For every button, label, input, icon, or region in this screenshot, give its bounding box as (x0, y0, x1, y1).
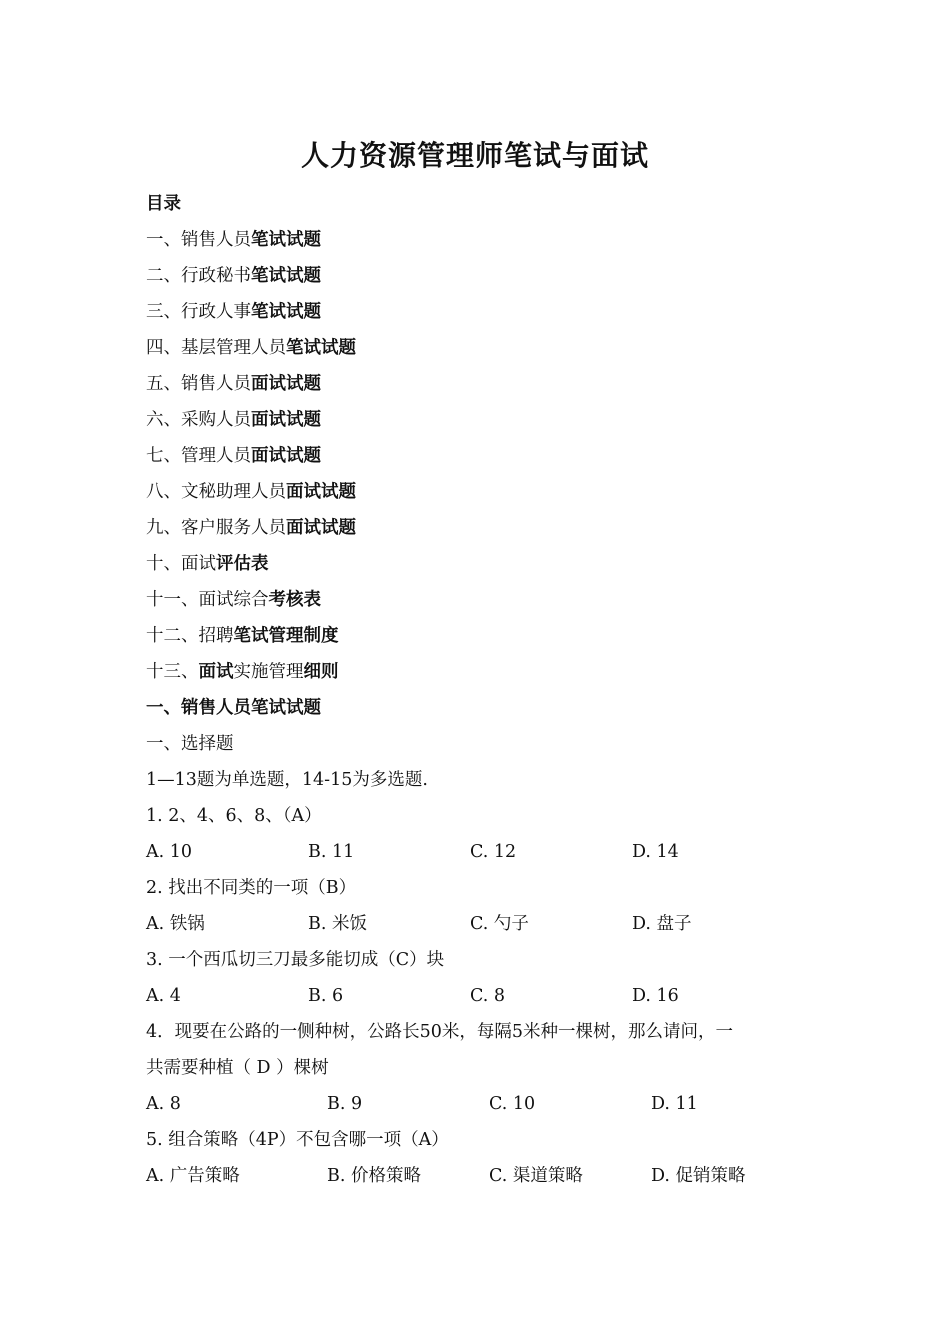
question-text: 1. 2、4、6、8、（A） (146, 806, 322, 826)
toc-item (146, 372, 321, 396)
toc-item (146, 336, 356, 360)
option: D. 14 (632, 842, 679, 862)
option: A. 铁锅 (146, 914, 205, 934)
option: D. 促销策略 (651, 1166, 746, 1186)
document-title: 人力资源管理师笔试与面试 (300, 139, 649, 172)
option: A. 4 (146, 986, 181, 1006)
option: A. 8 (146, 1094, 181, 1114)
option: C. 渠道策略 (489, 1166, 583, 1186)
option: D. 11 (651, 1094, 698, 1114)
toc-item (146, 552, 269, 576)
toc-item-prefix: 七、管理人员 (146, 446, 251, 466)
toc-item-bold: 细则 (303, 662, 339, 682)
toc-item-prefix: 六、采购人员 (146, 410, 251, 430)
toc-item (146, 660, 339, 684)
toc-item-prefix: 八、文秘助理人员 (146, 482, 286, 502)
subsection-heading: 一、选择题 (146, 734, 234, 754)
toc-item (146, 444, 321, 468)
toc-item-bold: 面试试题 (251, 446, 321, 466)
option: C. 12 (470, 842, 517, 862)
toc-item-bold: 面试 (198, 662, 234, 682)
toc-item-prefix: 十、面试 (146, 554, 216, 574)
toc-item-prefix: 十二、招聘 (146, 626, 234, 646)
toc-item-bold: 评估表 (216, 554, 269, 574)
toc-item-bold: 面试试题 (251, 410, 321, 430)
option: A. 10 (146, 842, 193, 862)
instruction-text: 1—13题为单选题，14-15为多选题. (146, 770, 428, 790)
toc-item-prefix: 二、行政秘书 (146, 266, 251, 286)
option: C. 10 (489, 1094, 536, 1114)
question-text: 5. 组合策略（4P）不包含哪一项（A） (146, 1130, 449, 1150)
toc-item-bold: 面试试题 (286, 482, 356, 502)
toc-item (146, 300, 321, 324)
toc-item-bold: 笔试试题 (251, 230, 321, 250)
option: C. 8 (470, 986, 506, 1006)
toc-item (146, 480, 356, 504)
option: D. 盘子 (632, 914, 692, 934)
toc-item-prefix: 四、基层管理人员 (146, 338, 286, 358)
toc-item (146, 624, 339, 648)
section-heading: 一、销售人员笔试试题 (146, 698, 321, 718)
toc-item-prefix: 十三、 (146, 662, 199, 682)
option: B. 6 (308, 986, 344, 1006)
toc-item-bold: 笔试管理制度 (233, 626, 339, 646)
toc-item (146, 408, 321, 432)
toc-item-prefix: 三、行政人事 (146, 302, 251, 322)
toc-item-bold: 面试试题 (251, 374, 321, 394)
option: B. 米饭 (308, 914, 367, 934)
option: A. 广告策略 (146, 1166, 240, 1186)
toc-item-prefix: 五、销售人员 (146, 374, 251, 394)
toc-item-bold: 笔试试题 (251, 302, 321, 322)
toc-heading: 目录 (146, 194, 181, 214)
toc-item-prefix: 一、销售人员 (146, 230, 251, 250)
toc-item (146, 588, 321, 612)
option: B. 11 (308, 842, 355, 862)
toc-item (146, 264, 321, 288)
toc-item-bold: 面试试题 (286, 518, 356, 538)
question-text: 3. 一个西瓜切三刀最多能切成（C）块 (146, 950, 445, 970)
toc-item-suffix: 实施管理 (233, 662, 304, 682)
toc-item-prefix: 九、客户服务人员 (146, 518, 286, 538)
question-text: 2. 找出不同类的一项（B） (146, 878, 357, 898)
option: D. 16 (632, 986, 679, 1006)
toc-item-bold: 笔试试题 (251, 266, 321, 286)
option: C. 勺子 (470, 914, 529, 934)
question-text-continued: 共需要种植（ D ）棵树 (146, 1058, 329, 1078)
option: B. 价格策略 (327, 1166, 421, 1186)
toc-item-prefix: 十一、面试综合 (146, 590, 269, 610)
toc-item (146, 228, 321, 252)
toc-item-bold: 考核表 (268, 590, 321, 610)
toc-item-bold: 笔试试题 (286, 338, 356, 358)
option: B. 9 (327, 1094, 363, 1114)
toc-item (146, 516, 356, 540)
question-text: 4．现要在公路的一侧种树，公路长50米，每隔5米种一棵树，那么请问，一 (146, 1022, 734, 1042)
